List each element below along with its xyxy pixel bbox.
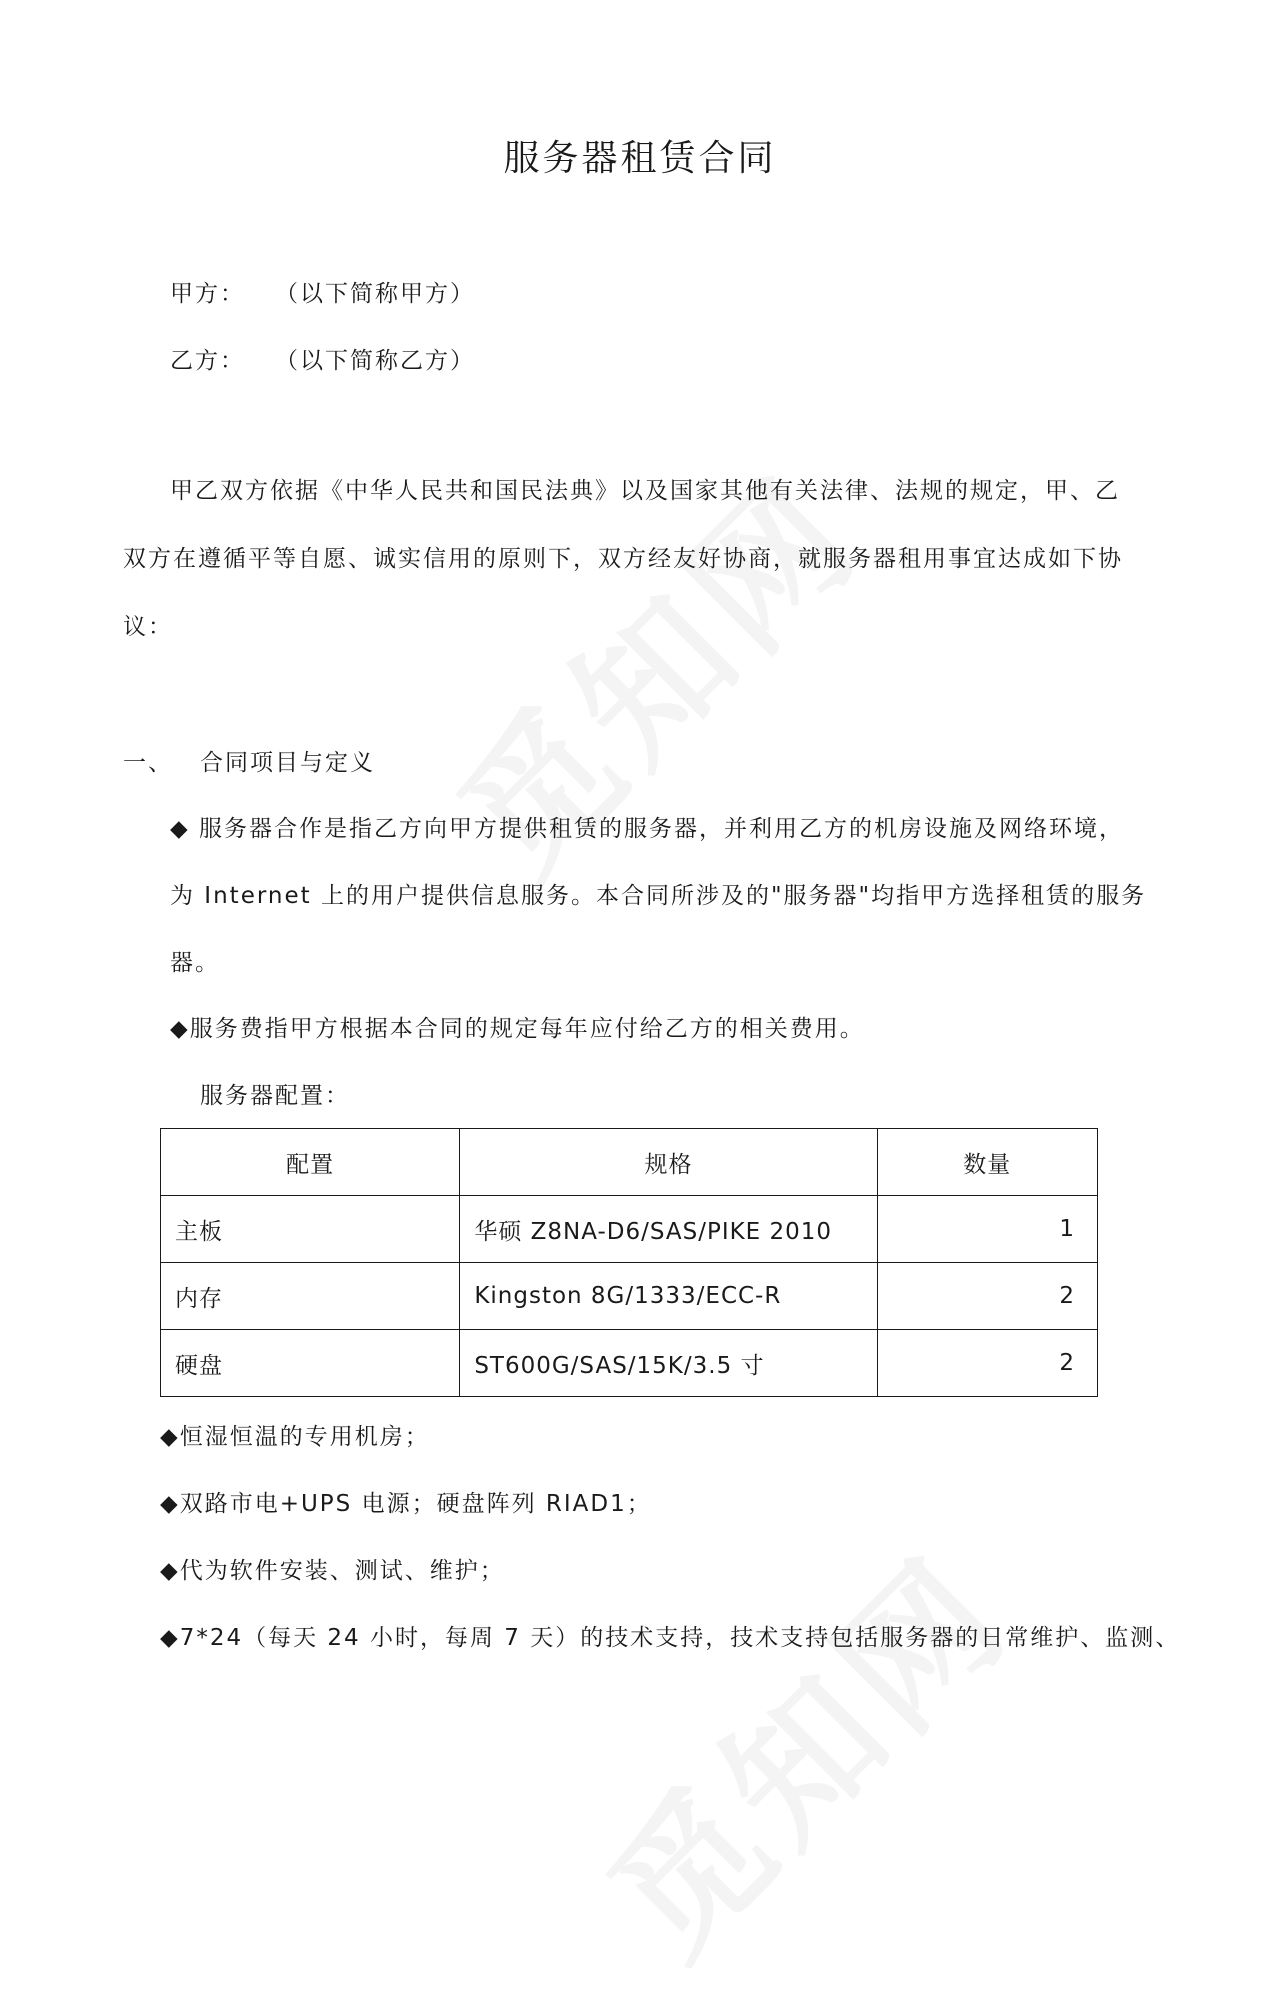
section-number: 一、 — [123, 750, 173, 776]
party-b-note: （以下简称乙方） — [275, 348, 475, 374]
table-header-cell: 规格 — [460, 1129, 877, 1196]
party-a-label: 甲方： — [170, 281, 245, 307]
table-header-row — [161, 1129, 1098, 1196]
document-title: 服务器租赁合同 — [503, 138, 777, 179]
watermark — [554, 1502, 1046, 1994]
table-cell-quantity: 2 — [877, 1330, 1097, 1397]
table-cell-quantity: 1 — [877, 1196, 1097, 1263]
table-cell-config: 硬盘 — [161, 1330, 460, 1397]
server-config-table — [160, 1128, 1098, 1397]
fee-definition-line: ◆服务费指甲方根据本合同的规定每年应付给乙方的相关费用。 — [170, 1016, 865, 1042]
table-cell-spec: 华硕 Z8NA-D6/SAS/PIKE 2010 — [460, 1196, 877, 1263]
table-cell-spec: Kingston 8G/1333/ECC-R — [460, 1263, 877, 1330]
intro-paragraph-line: 甲乙双方依据《中华人民共和国民法典》以及国家其他有关法律、法规的规定，甲、乙 — [170, 478, 1120, 504]
config-label: 服务器配置： — [200, 1083, 350, 1109]
definition-line: 为 Internet 上的用户提供信息服务。本合同所涉及的"服务器"均指甲方选择租赁的服务 — [170, 883, 1147, 909]
party-a-note: （以下简称甲方） — [275, 281, 475, 307]
table-header-cell: 数量 — [877, 1129, 1097, 1196]
section-title: 合同项目与定义 — [200, 750, 375, 776]
feature-item: ◆7*24（每天 24 小时，每周 7 天）的技术支持，技术支持包括服务器的日常维护、监测、 — [160, 1625, 1181, 1651]
feature-item: ◆双路市电+UPS 电源；硬盘阵列 RIAD1； — [160, 1491, 652, 1517]
table-row — [161, 1196, 1098, 1263]
table-cell-spec: ST600G/SAS/15K/3.5 寸 — [460, 1330, 877, 1397]
feature-item: ◆恒湿恒温的专用机房； — [160, 1424, 430, 1450]
table-cell-config: 内存 — [161, 1263, 460, 1330]
definition-line: 器。 — [170, 950, 220, 976]
table-cell-quantity: 2 — [877, 1263, 1097, 1330]
intro-paragraph-line: 双方在遵循平等自愿、诚实信用的原则下，双方经友好协商，就服务器租用事宜达成如下协 — [123, 546, 1123, 572]
feature-item: ◆代为软件安装、测试、维护； — [160, 1558, 505, 1584]
party-b-label: 乙方： — [170, 348, 245, 374]
table-row — [161, 1263, 1098, 1330]
intro-paragraph-line: 议： — [123, 614, 173, 640]
table-header-cell: 配置 — [161, 1129, 460, 1196]
table-row — [161, 1330, 1098, 1397]
definition-line: ◆ 服务器合作是指乙方向甲方提供租赁的服务器，并利用乙方的机房设施及网络环境， — [170, 816, 1124, 842]
table-cell-config: 主板 — [161, 1196, 460, 1263]
